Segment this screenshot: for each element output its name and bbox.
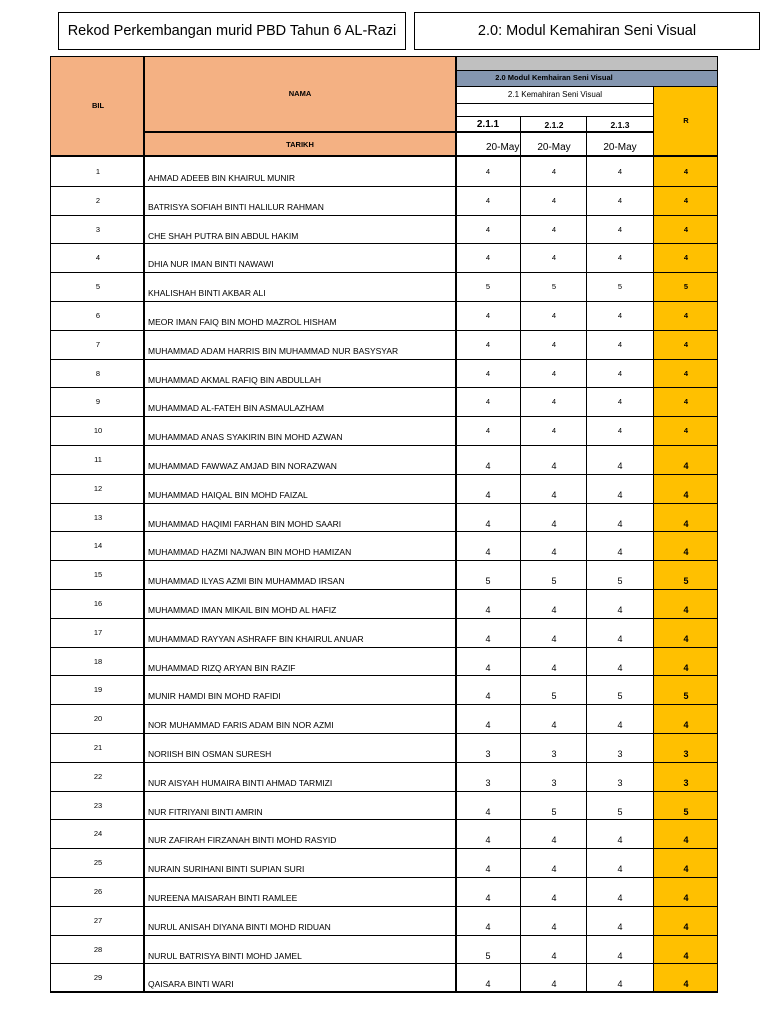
- student-name: MUNIR HAMDI BIN MOHD RAFIDI: [148, 691, 281, 702]
- student-name: MUHAMMAD HAIQAL BIN MOHD FAIZAL: [148, 489, 308, 500]
- score-cell: 5: [617, 576, 623, 587]
- result-cell: 4: [683, 633, 689, 644]
- result-cell: 4: [683, 167, 689, 176]
- gray-bar: [456, 56, 718, 70]
- score-cell: 4: [551, 224, 557, 234]
- student-name: NOR MUHAMMAD FARIS ADAM BIN NOR AZMI: [148, 720, 334, 731]
- student-name: NUR ZAFIRAH FIRZANAH BINTI MOHD RASYID: [148, 835, 337, 846]
- score-cell: 4: [551, 489, 557, 500]
- student-name: NUREENA MAISARAH BINTI RAMLEE: [148, 893, 298, 903]
- row-number: 24: [93, 829, 103, 839]
- student-name: MUHAMMAD HAQIMI FARHAN BIN MOHD SAARI: [148, 518, 342, 529]
- score-cell: 4: [617, 489, 623, 500]
- student-name: MUHAMMAD IMAN MIKAIL BIN MOHD AL HAFIZ: [148, 605, 337, 615]
- score-cell: 5: [485, 282, 491, 292]
- score-cell: 5: [551, 576, 557, 587]
- nama-header: NAMA: [288, 89, 312, 98]
- score-cell: 4: [485, 806, 491, 817]
- student-name: MEOR IMAN FAIQ BIN MOHD MAZROL HISHAM: [148, 317, 337, 327]
- score-cell: 4: [485, 426, 491, 436]
- result-cell: 4: [683, 195, 689, 205]
- score-cell: 3: [485, 749, 491, 759]
- result-cell: 4: [683, 461, 689, 471]
- result-cell: 4: [683, 835, 689, 846]
- score-cell: 4: [485, 195, 491, 205]
- score-cell: 4: [485, 921, 491, 932]
- score-cell: 4: [551, 253, 557, 263]
- row-number: 12: [93, 483, 103, 493]
- score-cell: 4: [551, 979, 557, 990]
- row-number: 17: [93, 627, 103, 637]
- score-cell: 4: [617, 979, 623, 990]
- score-cell: 4: [485, 461, 491, 471]
- student-name: MUHAMMAD RAYYAN ASHRAFF BIN KHAIRUL ANUAR: [148, 633, 364, 644]
- score-cell: 4: [485, 253, 491, 263]
- score-cell: 3: [617, 749, 623, 759]
- row-number: 6: [95, 311, 101, 320]
- kemahiran-header: 2.1 Kemahiran Seni Visual: [507, 90, 603, 99]
- score-cell: 4: [551, 835, 557, 846]
- result-cell: 4: [683, 864, 689, 875]
- score-cell: 4: [617, 950, 623, 961]
- module-title: 2.0: Modul Kemahiran Seni Visual: [414, 12, 760, 50]
- student-name: AHMAD ADEEB BIN KHAIRUL MUNIR: [148, 173, 296, 183]
- score-cell: 4: [551, 950, 557, 961]
- score-cell: 4: [617, 253, 623, 263]
- result-cell: 4: [683, 311, 689, 320]
- score-cell: 4: [485, 691, 491, 702]
- score-cell: 4: [617, 461, 623, 471]
- student-name: NUR AISYAH HUMAIRA BINTI AHMAD TARMIZI: [148, 777, 333, 788]
- row-number: 28: [93, 944, 103, 954]
- score-cell: 5: [551, 691, 557, 702]
- student-name: NURAIN SURIHANI BINTI SUPIAN SURI: [148, 864, 305, 875]
- row-number: 22: [93, 771, 103, 781]
- row-number: 23: [93, 800, 103, 810]
- score-cell: 4: [617, 605, 623, 615]
- score-cell: 4: [551, 605, 557, 615]
- score-cell: 3: [551, 749, 557, 759]
- row-number: 10: [93, 426, 103, 436]
- score-cell: 4: [551, 426, 557, 436]
- result-cell: 5: [683, 806, 689, 817]
- score-cell: 4: [617, 720, 623, 731]
- score-cell: 4: [617, 921, 623, 932]
- score-cell: 4: [551, 167, 557, 176]
- score-cell: 3: [551, 777, 557, 788]
- score-cell: 4: [485, 864, 491, 875]
- row-number: 21: [93, 743, 103, 752]
- score-cell: 4: [551, 633, 557, 644]
- result-cell: 4: [683, 397, 689, 407]
- score-cell: 4: [551, 518, 557, 529]
- score-cell: 4: [617, 426, 623, 436]
- row-number: 18: [93, 656, 103, 666]
- result-cell: 5: [683, 282, 689, 292]
- result-cell: 5: [683, 691, 689, 702]
- r-header: R: [683, 116, 689, 125]
- score-cell: 4: [617, 167, 623, 176]
- result-cell: 4: [683, 547, 689, 558]
- score-cell: 4: [485, 339, 491, 349]
- student-name: MUHAMMAD ADAM HARRIS BIN MUHAMMAD NUR BASYSYAR: [148, 345, 399, 356]
- result-cell: 4: [683, 368, 689, 378]
- score-cell: 4: [617, 311, 623, 320]
- score-cell: 4: [617, 368, 623, 378]
- student-name: DHIA NUR IMAN BINTI NAWAWI: [148, 259, 274, 270]
- score-cell: 4: [485, 662, 491, 673]
- row-number: 1: [95, 167, 101, 176]
- score-cell: 4: [551, 893, 557, 903]
- score-cell: 4: [617, 518, 623, 529]
- score-cell: 4: [485, 397, 491, 407]
- row-number: 9: [95, 397, 101, 407]
- row-number: 13: [93, 512, 103, 522]
- sub-header-1: 2.1.1: [476, 119, 500, 130]
- score-cell: 4: [617, 547, 623, 558]
- result-cell: 3: [683, 749, 689, 759]
- score-cell: 4: [485, 368, 491, 378]
- row-number: 14: [93, 541, 103, 551]
- row-number: 19: [93, 685, 103, 695]
- result-cell: 4: [683, 720, 689, 731]
- row-number: 3: [95, 224, 101, 234]
- score-cell: 4: [485, 167, 491, 176]
- result-cell: 4: [683, 893, 689, 903]
- score-cell: 4: [485, 311, 491, 320]
- row-number: 15: [93, 570, 103, 580]
- result-cell: 4: [683, 662, 689, 673]
- score-cell: 3: [617, 777, 623, 788]
- row-number: 2: [95, 195, 101, 205]
- score-cell: 4: [485, 224, 491, 234]
- student-name: CHE SHAH PUTRA BIN ABDUL HAKIM: [148, 230, 299, 241]
- score-cell: 4: [617, 864, 623, 875]
- result-cell: 4: [683, 253, 689, 263]
- score-cell: 4: [485, 835, 491, 846]
- score-cell: 4: [617, 195, 623, 205]
- score-cell: 4: [485, 605, 491, 615]
- student-name: NURUL BATRISYA BINTI MOHD JAMEL: [148, 950, 302, 961]
- score-cell: 4: [617, 893, 623, 903]
- score-cell: 4: [617, 662, 623, 673]
- score-cell: 4: [551, 720, 557, 731]
- bil-header: BIL: [91, 101, 105, 110]
- result-cell: 4: [683, 426, 689, 436]
- row-number: 8: [95, 368, 101, 378]
- score-cell: 4: [551, 547, 557, 558]
- row-number: 20: [93, 714, 103, 724]
- result-cell: 5: [683, 576, 689, 587]
- score-cell: 4: [617, 224, 623, 234]
- row-number: 5: [95, 282, 101, 292]
- row-number: 26: [93, 887, 103, 896]
- score-cell: 5: [617, 691, 623, 702]
- score-cell: 4: [551, 921, 557, 932]
- student-name: NURUL ANISAH DIYANA BINTI MOHD RIDUAN: [148, 921, 331, 932]
- student-name: MUHAMMAD RIZQ ARYAN BIN RAZIF: [148, 662, 296, 673]
- student-name: QAISARA BINTI WARI: [148, 979, 234, 990]
- date-1: 20-May: [486, 142, 520, 153]
- score-cell: 4: [617, 835, 623, 846]
- score-cell: 4: [551, 397, 557, 407]
- score-cell: 5: [485, 950, 491, 961]
- student-name: KHALISHAH BINTI AKBAR ALI: [148, 288, 266, 299]
- result-cell: 4: [683, 605, 689, 615]
- score-cell: 5: [617, 282, 623, 292]
- modul-header: 2.0 Modul Kemhairan Seni Visual: [495, 73, 613, 82]
- student-name: MUHAMMAD ILYAS AZMI BIN MUHAMMAD IRSAN: [148, 576, 345, 587]
- score-cell: 5: [551, 282, 557, 292]
- score-cell: 4: [485, 979, 491, 990]
- result-cell: 4: [683, 921, 689, 932]
- score-cell: 4: [551, 311, 557, 320]
- row-number: 29: [93, 973, 103, 983]
- score-cell: 5: [551, 806, 557, 817]
- row-number: 27: [93, 915, 103, 925]
- result-cell: 4: [683, 518, 689, 529]
- student-name: MUHAMMAD FAWWAZ AMJAD BIN NORAZWAN: [148, 461, 337, 471]
- result-cell: 4: [683, 979, 689, 990]
- score-cell: 4: [485, 547, 491, 558]
- score-cell: 4: [551, 864, 557, 875]
- score-cell: 5: [617, 806, 623, 817]
- score-cell: 4: [485, 518, 491, 529]
- score-cell: 4: [617, 397, 623, 407]
- row-number: 4: [95, 253, 101, 263]
- row-number: 7: [95, 339, 101, 349]
- tarikh-header: TARIKH: [286, 140, 314, 149]
- date-3: 20-May: [603, 142, 637, 153]
- score-cell: 4: [485, 720, 491, 731]
- score-cell: 4: [551, 339, 557, 349]
- score-cell: 4: [551, 195, 557, 205]
- score-cell: 4: [551, 461, 557, 471]
- student-name: MUHAMMAD HAZMI NAJWAN BIN MOHD HAMIZAN: [148, 547, 352, 558]
- student-name: MUHAMMAD ANAS SYAKIRIN BIN MOHD AZWAN: [148, 432, 343, 443]
- result-cell: 4: [683, 224, 689, 234]
- score-cell: 4: [485, 489, 491, 500]
- student-name: MUHAMMAD AL-FATEH BIN ASMAULAZHAM: [148, 403, 325, 414]
- student-name: MUHAMMAD AKMAL RAFIQ BIN ABDULLAH: [148, 374, 322, 385]
- sub-header-2: 2.1.2: [544, 120, 564, 130]
- row-number: 11: [94, 455, 102, 464]
- date-2: 20-May: [537, 142, 571, 153]
- result-cell: 4: [683, 489, 689, 500]
- document-title: Rekod Perkembangan murid PBD Tahun 6 AL-Razi: [58, 12, 406, 50]
- result-cell: 3: [683, 777, 689, 788]
- student-name: NORIISH BIN OSMAN SURESH: [148, 749, 272, 759]
- score-cell: 4: [551, 662, 557, 673]
- sub-header-3: 2.1.3: [610, 120, 630, 130]
- score-cell: 4: [485, 633, 491, 644]
- score-cell: 4: [617, 633, 623, 644]
- row-number: 25: [93, 858, 103, 868]
- student-name: BATRISYA SOFIAH BINTI HALILUR RAHMAN: [148, 201, 324, 212]
- result-cell: 4: [683, 339, 689, 349]
- row-number: 16: [93, 599, 103, 608]
- result-cell: 4: [683, 950, 689, 961]
- score-cell: 3: [485, 777, 491, 788]
- score-cell: 4: [617, 339, 623, 349]
- score-cell: 4: [551, 368, 557, 378]
- score-cell: 5: [485, 576, 491, 587]
- score-cell: 4: [485, 893, 491, 903]
- student-name: NUR FITRIYANI BINTI AMRIN: [148, 806, 263, 817]
